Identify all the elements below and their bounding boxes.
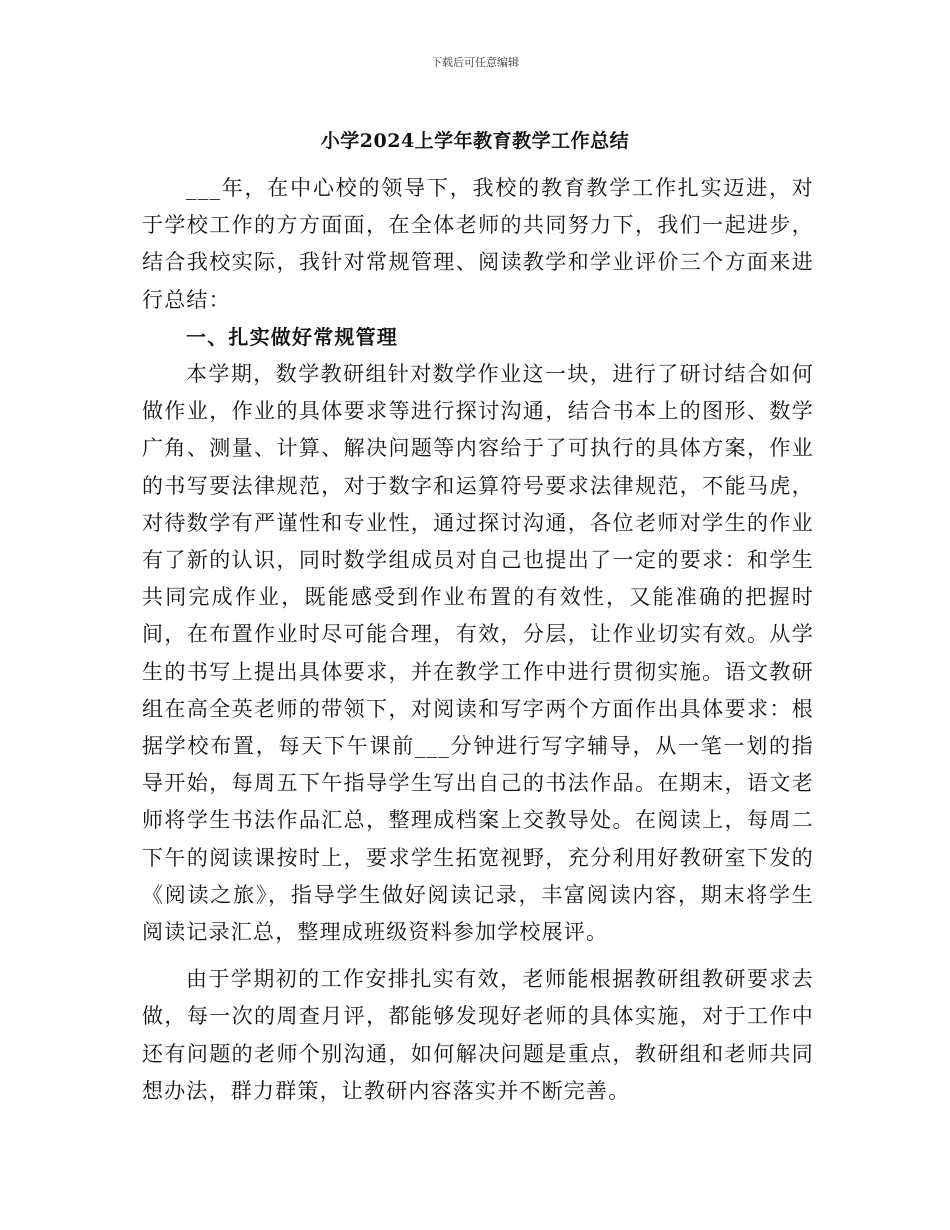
header-note: 下载后可任意编辑 xyxy=(431,56,519,69)
body-paragraph: 由于学期初的工作安排扎实有效，老师能根据教研组教研要求去做，每一次的周查月评，都能够发现好老师的具体实施，对于工作中还有问题的老师个别沟通，如何解决问题是重点，教研组和老师共同想办法，群力群策，让教研内容落实并不断完善。 xyxy=(142,967,814,1103)
document-title: 小学2024上学年教育教学工作总结 xyxy=(320,130,630,152)
section-heading: 一、扎实做好常规管理 xyxy=(186,324,398,349)
intro-paragraph: ___年，在中心校的领导下，我校的教育教学工作扎实迈进，对于学校工作的方方面面，在全体老师的共同努力下，我们一起进步，结合我校实际，我针对常规管理、阅读教学和学业评价三个方面来进行总结： xyxy=(142,176,814,312)
paragraph-gap xyxy=(142,951,814,961)
document-body xyxy=(142,170,814,1110)
body-paragraph: 本学期，数学教研组针对数学作业这一块，进行了研讨结合如何做作业，作业的具体要求等进行探讨沟通，结合书本上的图形、数学广角、测量、计算、解决问题等内容给于了可执行的具体方案，作业的书写要法律规范，对于数字和运算符号要求法律规范，不能马虎，对待数学有严谨性和专业性，通过探讨沟通，各位老师对学生的作业有了新的认识，同时数学组成员对自己也提出了一定的要求：和学生共同完成作业，既能感受到作业布置的有效性，又能准确的把握时间，在布置作业时尽可能合理，有效，分层，让作业切实有效。从学生的书写上提出具体要求，并在教学工作中进行贯彻实施。语文教研组在高全英老师的带领下，对阅读和写字两个方面作出具体要求：根据学校布置，每天下午课前___分钟进行写字辅导，从一笔一划的指导开始，每周五下午指导学生写出自己的书法作品。在期末，语文老师将学生书法作品汇总，整理成档案上交教导处。在阅读上，每周二下午的阅读课按时上，要求学生拓宽视野，充分利用好教研室下发的《阅读之旅》，指导学生做好阅读记录，丰富阅读内容，期末将学生阅读记录汇总，整理成班级资料参加学校展评。 xyxy=(142,362,814,945)
